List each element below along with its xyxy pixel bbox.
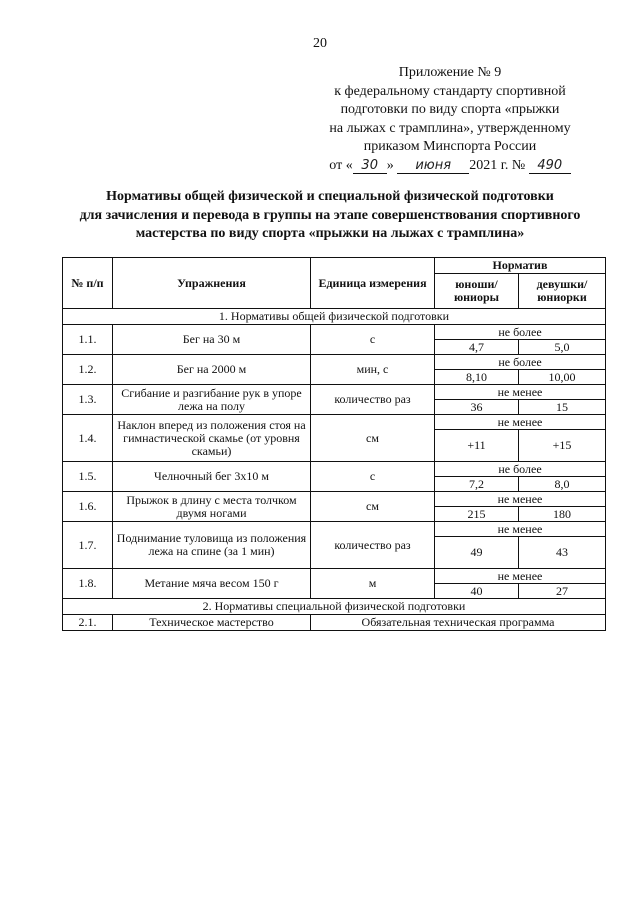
row-boys-value: 4,7: [435, 340, 519, 355]
row-condition: не менее: [435, 385, 606, 400]
header-norm: Норматив: [435, 258, 606, 274]
row-unit: м: [311, 569, 435, 599]
row-boys-value: 7,2: [435, 477, 519, 492]
row-girls-value: 180: [519, 507, 606, 522]
handwritten-order-number: 490: [529, 159, 571, 174]
table-row: [63, 615, 606, 631]
row-unit: с: [311, 462, 435, 492]
header-num: № п/п: [63, 258, 113, 309]
row-exercise: Прыжок в длину с места толчком двумя ногами: [113, 492, 311, 522]
row-girls-value: 5,0: [519, 340, 606, 355]
row-boys-value: 49: [435, 537, 519, 569]
row-num: 1.5.: [63, 462, 113, 492]
table-row: [63, 325, 606, 340]
row-num: 1.3.: [63, 385, 113, 415]
row-unit: с: [311, 325, 435, 355]
row-num: 2.1.: [63, 615, 113, 631]
row-girls-value: 15: [519, 400, 606, 415]
appendix-line: на лыжах с трамплина», утвержденному: [329, 120, 571, 136]
row-boys-value: 36: [435, 400, 519, 415]
row-boys-value: 215: [435, 507, 519, 522]
row-num: 1.1.: [63, 325, 113, 355]
row-condition: не менее: [435, 522, 606, 537]
table-row: [63, 522, 606, 537]
row-unit: количество раз: [311, 522, 435, 569]
row-program: Обязательная техническая программа: [311, 615, 606, 631]
row-girls-value: 43: [519, 537, 606, 569]
handwritten-day: 30: [353, 159, 387, 174]
row-unit: количество раз: [311, 385, 435, 415]
appendix-date-line: [300, 157, 600, 176]
row-condition: не менее: [435, 492, 606, 507]
appendix-line: подготовки по виду спорта «прыжки: [340, 102, 560, 117]
row-girls-value: 10,00: [519, 370, 606, 385]
header-unit: Единица измерения: [311, 258, 435, 309]
row-boys-value: +11: [435, 430, 519, 462]
date-prefix: от «: [329, 157, 353, 173]
table-row: [63, 492, 606, 507]
header-exercise: Упражнения: [113, 258, 311, 309]
title-line: для зачисления и перевода в группы на этапе совершенствования спортивного: [79, 207, 581, 223]
row-boys-value: 40: [435, 584, 519, 599]
section-row: [63, 599, 606, 615]
row-num: 1.2.: [63, 355, 113, 385]
date-mid: »: [386, 157, 394, 173]
row-num: 1.7.: [63, 522, 113, 569]
norms-table: [62, 257, 606, 631]
row-num: 1.6.: [63, 492, 113, 522]
row-exercise: Метание мяча весом 150 г: [113, 569, 311, 599]
table-row: [63, 355, 606, 370]
section-title: 1. Нормативы общей физической подготовки: [63, 309, 606, 325]
header-boys: юноши/ юниоры: [435, 273, 519, 308]
appendix-block: [300, 64, 600, 175]
document-title: [40, 188, 620, 244]
appendix-line: приказом Минспорта России: [363, 139, 537, 154]
row-girls-value: +15: [519, 430, 606, 462]
row-unit: см: [311, 415, 435, 462]
table-row: [63, 415, 606, 430]
appendix-line: к федеральному стандарту спортивной: [334, 83, 566, 99]
date-year: 2021 г. №: [469, 157, 526, 173]
row-condition: не менее: [435, 569, 606, 584]
row-exercise: Наклон вперед из положения стоя на гимнастической скамье (от уровня скамьи): [113, 415, 311, 462]
row-girls-value: 27: [519, 584, 606, 599]
section-row: [63, 309, 606, 325]
title-line: Нормативы общей физической и специальной физической подготовки: [106, 189, 554, 204]
row-unit: см: [311, 492, 435, 522]
table-row: [63, 569, 606, 584]
header-girls: девушки/ юниорки: [519, 273, 606, 308]
row-unit: мин, с: [311, 355, 435, 385]
row-exercise: Бег на 30 м: [113, 325, 311, 355]
appendix-title: Приложение № 9: [398, 65, 502, 80]
section-title: 2. Нормативы специальной физической подготовки: [63, 599, 606, 615]
row-condition: не более: [435, 462, 606, 477]
row-num: 1.4.: [63, 415, 113, 462]
title-line: мастерства по виду спорта «прыжки на лыжах с трамплина»: [135, 226, 525, 241]
row-exercise: Техническое мастерство: [113, 615, 311, 631]
page-number: 20: [313, 36, 327, 51]
table-row: [63, 385, 606, 400]
row-exercise: Поднимание туловища из положения лежа на спине (за 1 мин): [113, 522, 311, 569]
row-num: 1.8.: [63, 569, 113, 599]
row-condition: не более: [435, 355, 606, 370]
row-exercise: Бег на 2000 м: [113, 355, 311, 385]
row-condition: не менее: [435, 415, 606, 430]
header-row: [63, 258, 606, 274]
row-condition: не более: [435, 325, 606, 340]
row-boys-value: 8,10: [435, 370, 519, 385]
row-girls-value: 8,0: [519, 477, 606, 492]
handwritten-month: июня: [397, 159, 469, 174]
table-row: [63, 462, 606, 477]
row-exercise: Челночный бег 3х10 м: [113, 462, 311, 492]
row-exercise: Сгибание и разгибание рук в упоре лежа на полу: [113, 385, 311, 415]
